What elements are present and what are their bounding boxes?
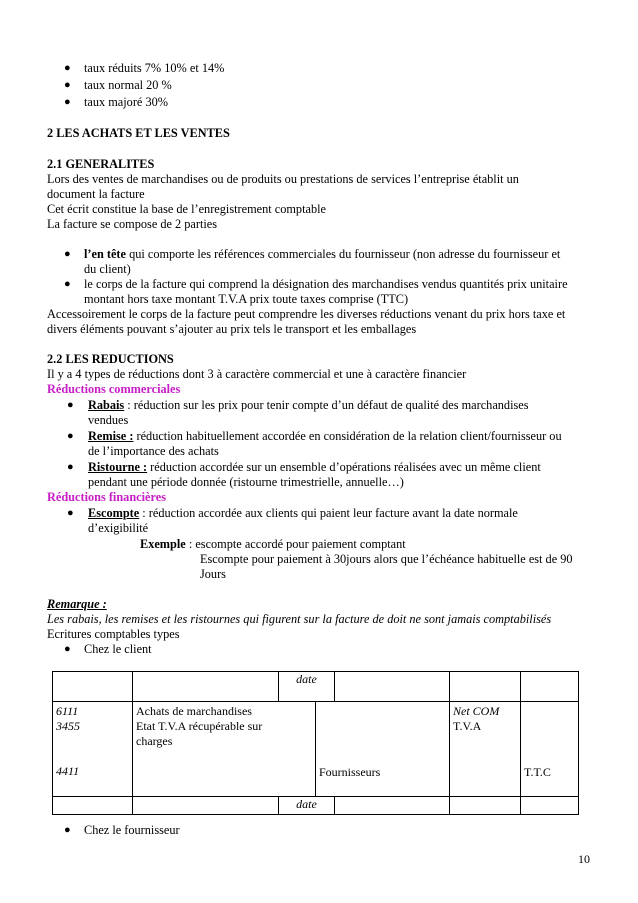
- list-item: Chez le client: [84, 642, 152, 656]
- list-item: Chez le fournisseur: [84, 823, 180, 837]
- table-label-cell: [133, 702, 316, 797]
- bullet-icon: ●: [64, 824, 71, 836]
- list-item-text: réduction accordée sur un ensemble d’opérations réalisées avec un même client: [147, 460, 541, 474]
- subheading-financieres: Réductions financières: [47, 490, 166, 504]
- list-item-text: qui comporte les références commerciales du fournisseur (non adresse du fournisseur et: [126, 247, 561, 261]
- list-item: [84, 247, 560, 262]
- table-debit-cell: [450, 702, 521, 797]
- account-number: 4411: [56, 764, 80, 778]
- bullet-icon: ●: [67, 399, 74, 411]
- list-item: le corps de la facture qui comprend la désignation des marchandises vendus quantités prix unitaire: [84, 277, 568, 291]
- table-cell: [335, 672, 450, 702]
- amount-label: Net COM: [453, 704, 500, 718]
- section-22-title: 2.2 LES REDUCTIONS: [47, 352, 174, 366]
- paragraph-line: divers éléments pouvant s’ajouter au prix tels le transport et les emballages: [47, 322, 417, 336]
- table-row: [53, 797, 579, 815]
- example-text: : escompte accordé pour paiement comptant: [185, 537, 406, 551]
- paragraph-line: Accessoirement le corps de la facture peut comprendre les diverses réductions venant du prix hors taxe et: [47, 307, 566, 321]
- list-item-cont: montant hors taxe montant T.V.A prix toute taxes comprise (TTC): [84, 292, 409, 306]
- list-item-cont: vendues: [88, 413, 129, 427]
- paragraph-line: document la facture: [47, 187, 145, 201]
- list-item-cont: de l’importance des achats: [88, 444, 219, 458]
- table-account-cell: [53, 702, 133, 797]
- account-number: 6111: [56, 704, 79, 718]
- table-cell: [53, 672, 133, 702]
- entry-label: Achats de marchandises: [136, 704, 252, 718]
- list-item-cont: pendant une période donnée (ristourne trimestrielle, annuelle…): [88, 475, 404, 489]
- table-cell: [450, 797, 521, 815]
- list-item-bold: Remise :: [88, 429, 134, 443]
- table-cell: [53, 797, 133, 815]
- table-credit-cell: [521, 702, 579, 797]
- list-item-text: : réduction accordée aux clients qui paient leur facture avant la date normale: [139, 506, 518, 520]
- list-item-bold: Rabais: [88, 398, 125, 412]
- page-number: 10: [578, 852, 590, 866]
- paragraph-line: Cet écrit constitue la base de l’enregistrement comptable: [47, 202, 326, 216]
- table-cell: [133, 672, 279, 702]
- list-item: [88, 429, 562, 444]
- example-line: [140, 537, 406, 552]
- bullet-icon: ●: [64, 643, 71, 655]
- table-cell: [450, 672, 521, 702]
- list-item: [88, 460, 541, 475]
- table-date-footer: date: [279, 797, 335, 815]
- table-cell: [521, 797, 579, 815]
- paragraph-line: Lors des ventes de marchandises ou de produits ou prestations de services l’entreprise établit un: [47, 172, 519, 186]
- taux-item: taux normal 20 %: [84, 78, 172, 92]
- example-line: Escompte pour paiement à 30jours alors que l’échéance habituelle est de 90: [200, 552, 573, 566]
- bullet-icon: ●: [67, 461, 74, 473]
- bullet-icon: ●: [64, 79, 71, 91]
- amount-label: T.T.C: [524, 765, 551, 779]
- subheading-commerciales: Réductions commerciales: [47, 382, 181, 396]
- account-number: 3455: [56, 719, 80, 733]
- bullet-icon: ●: [67, 430, 74, 442]
- section-2-title: 2 LES ACHATS ET LES VENTES: [47, 126, 230, 140]
- paragraph-line: Il y a 4 types de réductions dont 3 à caractère commercial et une à caractère financier: [47, 367, 467, 381]
- taux-item: taux majoré 30%: [84, 95, 169, 109]
- list-item-cont: du client): [84, 262, 131, 276]
- list-item: [88, 398, 529, 413]
- bullet-icon: ●: [64, 248, 71, 260]
- list-item-bold: Ristourne :: [88, 460, 148, 474]
- list-item-bold: l’en tête: [84, 247, 126, 261]
- paragraph-line: Ecritures comptables types: [47, 627, 180, 641]
- entry-label: charges: [136, 734, 173, 748]
- example-label: Exemple: [140, 537, 186, 551]
- table-cell: [133, 797, 279, 815]
- paragraph-line: La facture se compose de 2 parties: [47, 217, 218, 231]
- amount-label: T.V.A: [453, 719, 482, 733]
- list-item-text: réduction habituellement accordée en considération de la relation client/fournisseur ou: [133, 429, 562, 443]
- list-item-bold: Escompte: [88, 506, 140, 520]
- table-row: [53, 672, 579, 702]
- list-item: [88, 506, 518, 521]
- taux-item: taux réduits 7% 10% et 14%: [84, 61, 225, 75]
- journal-entry-table: [52, 671, 579, 815]
- entry-label-credit: Fournisseurs: [319, 765, 381, 779]
- bullet-icon: ●: [64, 278, 71, 290]
- table-date-header: date: [279, 672, 335, 702]
- bullet-icon: ●: [64, 96, 71, 108]
- table-row: [53, 702, 579, 797]
- example-line: Jours: [200, 567, 226, 581]
- remark-text: Les rabais, les remises et les ristournes qui figurent sur la facture de doit ne sont jamais comptabilisés: [47, 612, 552, 626]
- bullet-icon: ●: [67, 507, 74, 519]
- table-credit-label-cell: [316, 702, 450, 797]
- table-cell: [521, 672, 579, 702]
- table-cell: [335, 797, 450, 815]
- remark-title: Remarque :: [47, 597, 107, 611]
- list-item-text: : réduction sur les prix pour tenir compte d’un défaut de qualité des marchandises: [124, 398, 529, 412]
- list-item-cont: d’exigibilité: [88, 521, 149, 535]
- entry-label: Etat T.V.A récupérable sur: [136, 719, 263, 733]
- section-21-title: 2.1 GENERALITES: [47, 157, 155, 171]
- bullet-icon: ●: [64, 62, 71, 74]
